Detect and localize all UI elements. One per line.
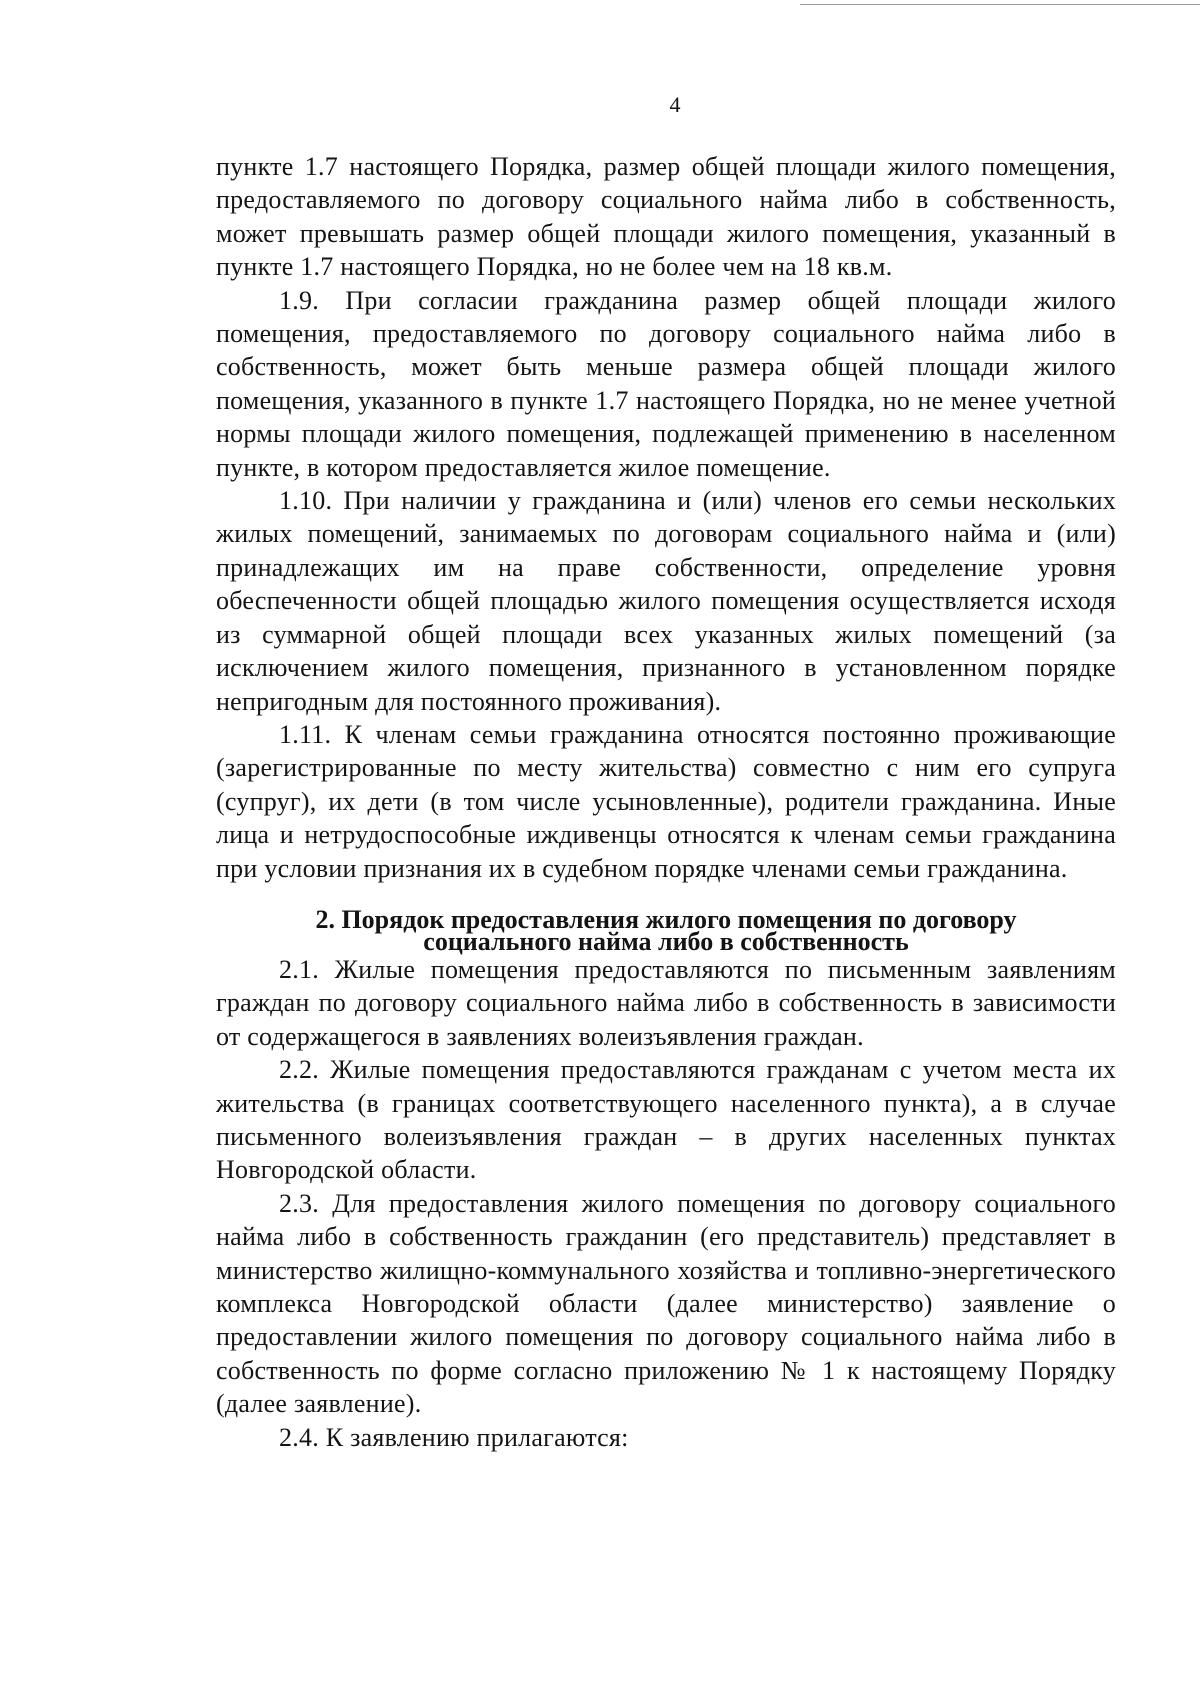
paragraph-2-2: 2.2. Жилые помещения предоставляются гражданам с учетом места их жительства (в границах соответствующего населенного пункта), а в случае письменного волеизъявления граждан – в других населенных пунктах Новгородской области. (216, 1055, 1116, 1185)
paragraph-2-3: 2.3. Для предоставления жилого помещения по договору социального найма либо в собственность гражданин (его представитель) представляет в министерство жилищно-коммунального хозяйства и топливно-энергетического комплекса Новгородской области (далее министерство) заявление о предоставлении жилого помещения по договору социального найма либо в собственность по форме согласно приложению № 1 к настоящему Порядку (далее заявление). (216, 1188, 1116, 1419)
page-number: 4 (669, 92, 681, 117)
section-2-heading (216, 904, 1116, 956)
document-body (216, 150, 1116, 1454)
top-edge-rule (800, 4, 1200, 5)
section-2-heading-line-1: 2. Порядок предоставления жилого помещения по договору (315, 904, 1017, 934)
paragraph-continuation: пункте 1.7 настоящего Порядка, размер общей площади жилого помещения, предоставляемого по договору социального найма либо в собственность, может превышать размер общей площади жилого помещения, указанный в пункте 1.7 настоящего Порядка, но не более чем на 18 кв.м. (216, 152, 1116, 282)
paragraph-1-11: 1.11. К членам семьи гражданина относятся постоянно проживающие (зарегистрированные по месту жительства) совместно с ним его супруга (супруг), их дети (в том числе усыновленные), родители гражданина. Иные лица и нетрудоспособные иждивенцы относятся к членам семьи гражданина при условии признания их в судебном порядке членами семьи гражданина. (216, 719, 1116, 883)
paragraph-1-10: 1.10. При наличии у гражданина и (или) членов его семьи нескольких жилых помещений, занимаемых по договорам социального найма и (или) принадлежащих им на праве собственности, определение уровня обеспеченности общей площадью жилого помещения осуществляется исходя из суммарной общей площади всех указанных жилых помещений (за исключением жилого помещения, признанного в установленном порядке непригодным для постоянного проживания). (216, 486, 1116, 716)
paragraph-2-1: 2.1. Жилые помещения предоставляются по письменным заявлениям граждан по договору социального найма либо в собственность в зависимости от содержащегося в заявлениях волеизъявления граждан. (216, 954, 1116, 1051)
paragraph-1-9: 1.9. При согласии гражданина размер общей площади жилого помещения, предоставляемого по договору социального найма либо в собственность, может быть меньше размера общей площади жилого помещения, указанного в пункте 1.7 настоящего Порядка, но не менее учетной нормы площади жилого помещения, подлежащей применению в населенном пункте, в котором предоставляется жилое помещение. (216, 285, 1116, 482)
paragraph-2-4: 2.4. К заявлению прилагаются: (279, 1422, 629, 1452)
section-2-heading-line-2: социального найма либо в собственность (423, 926, 909, 956)
